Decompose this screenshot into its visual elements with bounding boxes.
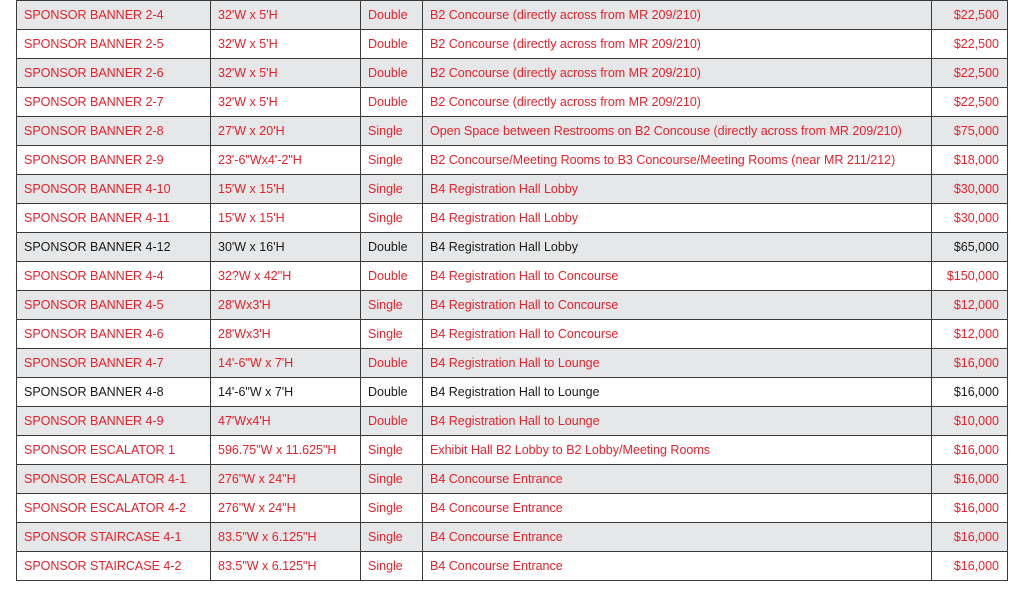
- item-name-cell: SPONSOR BANNER 2-8: [17, 117, 211, 146]
- sides-cell: Double: [361, 262, 423, 291]
- table-row: [17, 117, 1008, 146]
- price-cell: $30,000: [932, 204, 1008, 233]
- price-cell: $150,000: [932, 262, 1008, 291]
- size-cell: 28'Wx3'H: [211, 320, 361, 349]
- sides-cell: Double: [361, 88, 423, 117]
- item-name-cell: SPONSOR BANNER 4-11: [17, 204, 211, 233]
- size-cell: 83.5"W x 6.125"H: [211, 523, 361, 552]
- sides-cell: Single: [361, 204, 423, 233]
- location-cell: B2 Concourse (directly across from MR 209/210): [423, 30, 932, 59]
- location-cell: B4 Concourse Entrance: [423, 494, 932, 523]
- size-cell: 32?W x 42"H: [211, 262, 361, 291]
- sides-cell: Double: [361, 30, 423, 59]
- sides-cell: Single: [361, 117, 423, 146]
- item-name-cell: SPONSOR ESCALATOR 4-1: [17, 465, 211, 494]
- item-name-cell: SPONSOR BANNER 4-10: [17, 175, 211, 204]
- price-cell: $16,000: [932, 465, 1008, 494]
- location-cell: B4 Registration Hall to Lounge: [423, 349, 932, 378]
- size-cell: 14'-6"W x 7'H: [211, 349, 361, 378]
- table-row: [17, 175, 1008, 204]
- location-cell: B4 Registration Hall to Lounge: [423, 407, 932, 436]
- location-cell: B4 Registration Hall to Concourse: [423, 320, 932, 349]
- price-cell: $65,000: [932, 233, 1008, 262]
- location-cell: B4 Concourse Entrance: [423, 552, 932, 581]
- location-cell: B4 Concourse Entrance: [423, 465, 932, 494]
- size-cell: 596.75"W x 11.625"H: [211, 436, 361, 465]
- item-name-cell: SPONSOR BANNER 2-7: [17, 88, 211, 117]
- price-cell: $10,000: [932, 407, 1008, 436]
- table-row: [17, 349, 1008, 378]
- price-cell: $22,500: [932, 1, 1008, 30]
- table-row: [17, 407, 1008, 436]
- sides-cell: Single: [361, 175, 423, 204]
- table-row: [17, 320, 1008, 349]
- item-name-cell: SPONSOR ESCALATOR 4-2: [17, 494, 211, 523]
- location-cell: B2 Concourse (directly across from MR 209/210): [423, 88, 932, 117]
- size-cell: 32'W x 5'H: [211, 88, 361, 117]
- sides-cell: Double: [361, 59, 423, 88]
- table-row: [17, 378, 1008, 407]
- location-cell: B4 Registration Hall Lobby: [423, 175, 932, 204]
- price-cell: $18,000: [932, 146, 1008, 175]
- table-row: [17, 88, 1008, 117]
- size-cell: 32'W x 5'H: [211, 59, 361, 88]
- sides-cell: Double: [361, 378, 423, 407]
- size-cell: 15'W x 15'H: [211, 175, 361, 204]
- item-name-cell: SPONSOR BANNER 4-6: [17, 320, 211, 349]
- size-cell: 15'W x 15'H: [211, 204, 361, 233]
- table-row: [17, 436, 1008, 465]
- table-row: [17, 291, 1008, 320]
- location-cell: B4 Concourse Entrance: [423, 523, 932, 552]
- sides-cell: Double: [361, 349, 423, 378]
- location-cell: B2 Concourse/Meeting Rooms to B3 Concourse/Meeting Rooms (near MR 211/212): [423, 146, 932, 175]
- price-cell: $16,000: [932, 436, 1008, 465]
- size-cell: 276"W x 24"H: [211, 465, 361, 494]
- location-cell: B4 Registration Hall to Concourse: [423, 291, 932, 320]
- table-row: [17, 233, 1008, 262]
- size-cell: 14'-6"W x 7'H: [211, 378, 361, 407]
- price-cell: $16,000: [932, 378, 1008, 407]
- item-name-cell: SPONSOR BANNER 2-9: [17, 146, 211, 175]
- item-name-cell: SPONSOR BANNER 2-5: [17, 30, 211, 59]
- price-cell: $16,000: [932, 494, 1008, 523]
- sides-cell: Single: [361, 436, 423, 465]
- item-name-cell: SPONSOR BANNER 4-9: [17, 407, 211, 436]
- table-row: [17, 262, 1008, 291]
- size-cell: 83.5"W x 6.125"H: [211, 552, 361, 581]
- price-cell: $75,000: [932, 117, 1008, 146]
- price-cell: $16,000: [932, 349, 1008, 378]
- price-cell: $22,500: [932, 88, 1008, 117]
- size-cell: 47'Wx4'H: [211, 407, 361, 436]
- item-name-cell: SPONSOR STAIRCASE 4-2: [17, 552, 211, 581]
- sides-cell: Double: [361, 407, 423, 436]
- table-row: [17, 552, 1008, 581]
- sides-cell: Single: [361, 465, 423, 494]
- location-cell: B4 Registration Hall Lobby: [423, 204, 932, 233]
- sides-cell: Single: [361, 320, 423, 349]
- location-cell: B2 Concourse (directly across from MR 209/210): [423, 59, 932, 88]
- location-cell: B2 Concourse (directly across from MR 209/210): [423, 1, 932, 30]
- table-row: [17, 1, 1008, 30]
- sides-cell: Double: [361, 233, 423, 262]
- item-name-cell: SPONSOR ESCALATOR 1: [17, 436, 211, 465]
- item-name-cell: SPONSOR BANNER 4-8: [17, 378, 211, 407]
- item-name-cell: SPONSOR BANNER 4-12: [17, 233, 211, 262]
- sides-cell: Single: [361, 523, 423, 552]
- table-row: [17, 59, 1008, 88]
- price-cell: $16,000: [932, 552, 1008, 581]
- sponsorship-table: [16, 0, 1008, 581]
- table-row: [17, 465, 1008, 494]
- table-row: [17, 30, 1008, 59]
- price-cell: $12,000: [932, 291, 1008, 320]
- size-cell: 28'Wx3'H: [211, 291, 361, 320]
- location-cell: Open Space between Restrooms on B2 Concouse (directly across from MR 209/210): [423, 117, 932, 146]
- size-cell: 23'-6"Wx4'-2"H: [211, 146, 361, 175]
- table-row: [17, 494, 1008, 523]
- location-cell: B4 Registration Hall to Lounge: [423, 378, 932, 407]
- item-name-cell: SPONSOR STAIRCASE 4-1: [17, 523, 211, 552]
- price-cell: $16,000: [932, 523, 1008, 552]
- size-cell: 27'W x 20'H: [211, 117, 361, 146]
- item-name-cell: SPONSOR BANNER 4-7: [17, 349, 211, 378]
- sponsorship-table-page: [16, 0, 1007, 581]
- sides-cell: Single: [361, 291, 423, 320]
- price-cell: $12,000: [932, 320, 1008, 349]
- location-cell: Exhibit Hall B2 Lobby to B2 Lobby/Meeting Rooms: [423, 436, 932, 465]
- item-name-cell: SPONSOR BANNER 2-6: [17, 59, 211, 88]
- table-row: [17, 204, 1008, 233]
- size-cell: 276"W x 24"H: [211, 494, 361, 523]
- location-cell: B4 Registration Hall to Concourse: [423, 262, 932, 291]
- size-cell: 32'W x 5'H: [211, 30, 361, 59]
- size-cell: 32'W x 5'H: [211, 1, 361, 30]
- location-cell: B4 Registration Hall Lobby: [423, 233, 932, 262]
- sides-cell: Single: [361, 146, 423, 175]
- item-name-cell: SPONSOR BANNER 4-4: [17, 262, 211, 291]
- item-name-cell: SPONSOR BANNER 4-5: [17, 291, 211, 320]
- sides-cell: Double: [361, 1, 423, 30]
- item-name-cell: SPONSOR BANNER 2-4: [17, 1, 211, 30]
- price-cell: $22,500: [932, 59, 1008, 88]
- sides-cell: Single: [361, 494, 423, 523]
- price-cell: $30,000: [932, 175, 1008, 204]
- size-cell: 30'W x 16'H: [211, 233, 361, 262]
- table-row: [17, 146, 1008, 175]
- price-cell: $22,500: [932, 30, 1008, 59]
- table-row: [17, 523, 1008, 552]
- sides-cell: Single: [361, 552, 423, 581]
